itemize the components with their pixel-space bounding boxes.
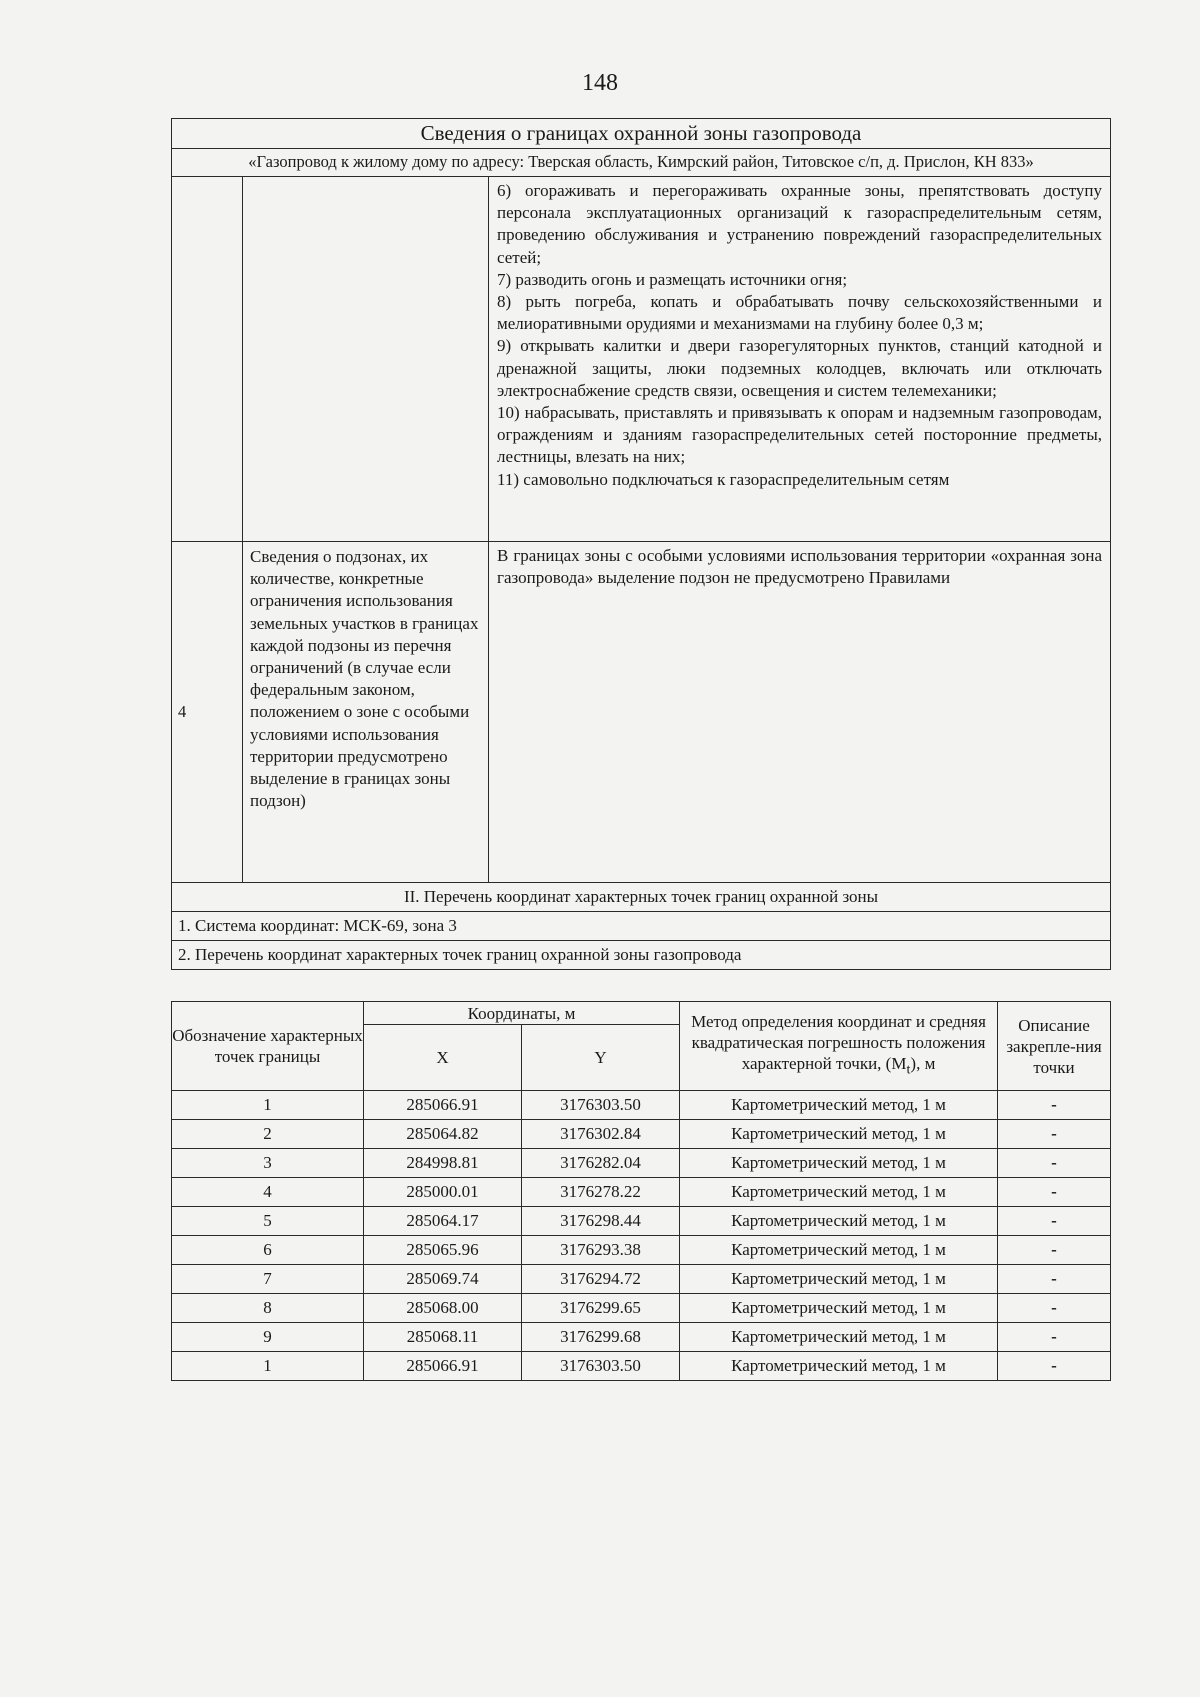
- method-value: Картометрический метод, 1 м: [680, 1352, 998, 1381]
- coord-x: 285000.01: [364, 1178, 522, 1207]
- point-number: 5: [172, 1207, 364, 1236]
- point-number: 2: [172, 1120, 364, 1149]
- table-row: [172, 1294, 1111, 1323]
- table-row: [172, 1178, 1111, 1207]
- method-value: Картометрический метод, 1 м: [680, 1178, 998, 1207]
- restriction-item-7: 7) разводить огонь и размещать источники огня;: [497, 269, 848, 289]
- point-number: 4: [172, 1178, 364, 1207]
- restriction-item-6: 6) огораживать и перегораживать охранные зоны, препятствовать доступу персонала эксплуатационных организаций к газораспределительным сетям, проведению обслуживания и устранению повреждений газораспределительных сетей;: [497, 181, 1103, 267]
- coord-y: 3176302.84: [522, 1120, 680, 1149]
- coord-x: 285066.91: [364, 1352, 522, 1381]
- table-row: [172, 1120, 1111, 1149]
- method-value: Картометрический метод, 1 м: [680, 1207, 998, 1236]
- method-value: Картометрический метод, 1 м: [680, 1120, 998, 1149]
- empty-number-cell: [172, 177, 243, 542]
- point-number: 6: [172, 1236, 364, 1265]
- description-value: -: [998, 1149, 1111, 1178]
- list-title-row: [172, 941, 1111, 970]
- coord-x: 285065.96: [364, 1236, 522, 1265]
- restrictions-list: [489, 177, 1111, 542]
- header-designation: Обозначение характерных точек границы: [172, 1002, 364, 1091]
- subzones-label: Сведения о подзонах, их количестве, конкретные ограничения использования земельных участков в границах каждой подзоны из перечня ограничений (в случае если федеральным законом, положением о зоне с особыми условиями использования территории предусмотрено выделение в границах зоны подзон): [243, 542, 489, 883]
- coord-y: 3176282.04: [522, 1149, 680, 1178]
- coord-y: 3176293.38: [522, 1236, 680, 1265]
- section2-title-row: [172, 883, 1111, 912]
- description-value: -: [998, 1207, 1111, 1236]
- coord-x: 285069.74: [364, 1265, 522, 1294]
- coord-x: 284998.81: [364, 1149, 522, 1178]
- table-row: [172, 1236, 1111, 1265]
- page-number: 148: [582, 70, 618, 96]
- coord-y: 3176278.22: [522, 1178, 680, 1207]
- subzones-content: В границах зоны с особыми условиями использования территории «охранная зона газопровода» выделение подзон не предусмотрено Правилами: [489, 542, 1111, 883]
- restriction-item-10: 10) набрасывать, приставлять и привязывать к опорам и надземным газопроводам, ограждениям и зданиям газораспределительных сетей посторонние предметы, лестницы, влезать на них;: [497, 403, 1103, 467]
- coord-x: 285064.17: [364, 1207, 522, 1236]
- coord-y: 3176299.68: [522, 1323, 680, 1352]
- row-number: 4: [172, 542, 243, 883]
- table-row: [172, 1265, 1111, 1294]
- restriction-item-8: 8) рыть погреба, копать и обрабатывать почву сельскохозяйственными и мелиоративными орудиями и механизмами на глубину более 0,3 м;: [497, 292, 1103, 334]
- coord-y: 3176294.72: [522, 1265, 680, 1294]
- coord-system: 1. Система координат: МСК-69, зона 3: [172, 912, 1111, 941]
- coord-y: 3176303.50: [522, 1091, 680, 1120]
- coord-x: 285064.82: [364, 1120, 522, 1149]
- method-value: Картометрический метод, 1 м: [680, 1294, 998, 1323]
- table-row: [172, 1091, 1111, 1120]
- header-method-unit: ), м: [910, 1054, 936, 1074]
- point-number: 1: [172, 1352, 364, 1381]
- restriction-item-9: 9) открывать калитки и двери газорегуляторных пунктов, станций катодной и дренажной защиты, люки подземных колодцев, включать или отключать электроснабжение средств связи, освещения и систем телемеханики;: [497, 336, 1103, 400]
- coords-list-title: 2. Перечень координат характерных точек границ охранной зоны газопровода: [172, 941, 1111, 970]
- coord-x: 285066.91: [364, 1091, 522, 1120]
- description-value: -: [998, 1178, 1111, 1207]
- empty-label-cell: [243, 177, 489, 542]
- coordinates-table: [171, 1001, 1111, 1381]
- header-x: X: [364, 1025, 522, 1091]
- description-value: -: [998, 1265, 1111, 1294]
- header-description: Описание закрепле-ния точки: [998, 1002, 1111, 1091]
- header-method-text: Метод определения координат и средняя квадратическая погрешность положения характерной точки, (M: [691, 1012, 986, 1074]
- description-value: -: [998, 1091, 1111, 1120]
- coords-header-row-1: [172, 1002, 1111, 1025]
- method-value: Картометрический метод, 1 м: [680, 1236, 998, 1265]
- coord-y: 3176303.50: [522, 1352, 680, 1381]
- coord-x: 285068.00: [364, 1294, 522, 1323]
- coord-y: 3176299.65: [522, 1294, 680, 1323]
- method-value: Картометрический метод, 1 м: [680, 1265, 998, 1294]
- description-value: -: [998, 1323, 1111, 1352]
- description-value: -: [998, 1294, 1111, 1323]
- subtitle-row: [172, 149, 1111, 177]
- point-number: 3: [172, 1149, 364, 1178]
- title-row: [172, 119, 1111, 149]
- description-value: -: [998, 1236, 1111, 1265]
- zone-boundary-table: [171, 118, 1111, 970]
- description-value: -: [998, 1352, 1111, 1381]
- section2-title: II. Перечень координат характерных точек границ охранной зоны: [172, 883, 1111, 912]
- subzones-row: [172, 542, 1111, 883]
- section-title: Сведения о границах охранной зоны газопровода: [172, 119, 1111, 149]
- method-value: Картометрический метод, 1 м: [680, 1323, 998, 1352]
- header-y: Y: [522, 1025, 680, 1091]
- coord-y: 3176298.44: [522, 1207, 680, 1236]
- point-number: 8: [172, 1294, 364, 1323]
- header-coordinates: Координаты, м: [364, 1002, 680, 1025]
- method-value: Картометрический метод, 1 м: [680, 1149, 998, 1178]
- header-method-subscript: t: [906, 1061, 911, 1078]
- object-subtitle: «Газопровод к жилому дому по адресу: Тверская область, Кимрский район, Титовское с/п, д. Прислон, КН 833»: [172, 149, 1111, 177]
- restriction-item-11: 11) самовольно подключаться к газораспределительным сетям: [497, 469, 950, 489]
- restrictions-continued-row: [172, 177, 1111, 542]
- point-number: 1: [172, 1091, 364, 1120]
- table-row: [172, 1149, 1111, 1178]
- coords-body: [172, 1091, 1111, 1381]
- table-row: [172, 1323, 1111, 1352]
- coord-system-row: [172, 912, 1111, 941]
- header-method: [680, 1002, 998, 1091]
- coord-x: 285068.11: [364, 1323, 522, 1352]
- point-number: 9: [172, 1323, 364, 1352]
- table-row: [172, 1207, 1111, 1236]
- description-value: -: [998, 1120, 1111, 1149]
- method-value: Картометрический метод, 1 м: [680, 1091, 998, 1120]
- table-row: [172, 1352, 1111, 1381]
- point-number: 7: [172, 1265, 364, 1294]
